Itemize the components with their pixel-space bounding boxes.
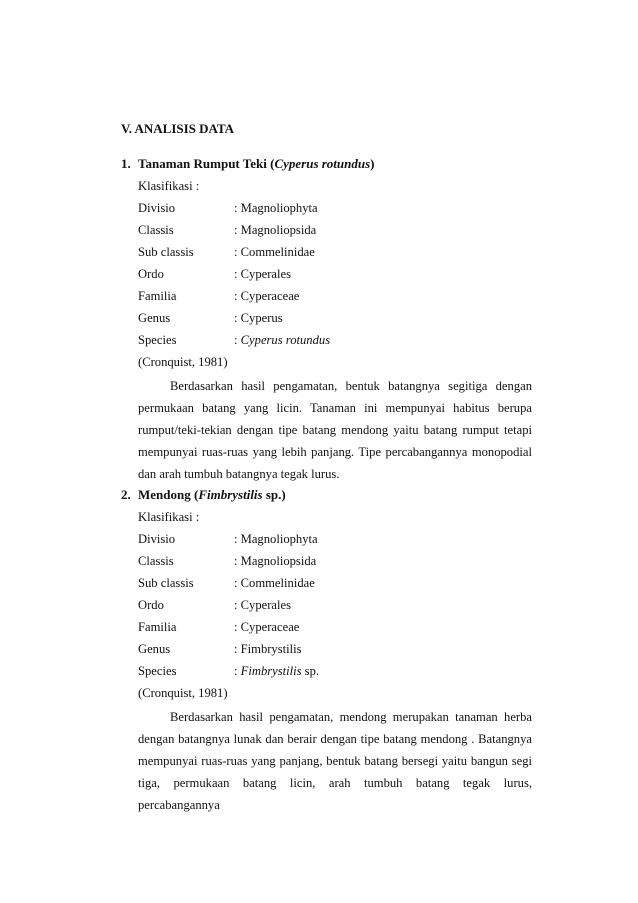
citation: (Cronquist, 1981) xyxy=(138,355,228,369)
klasifikasi-label: Klasifikasi : xyxy=(138,179,200,193)
taxonomy-value: : Cyperales xyxy=(234,598,292,612)
paragraph-line: permukaan batang yang licin. Tanaman ini mempunyai habitus berupa xyxy=(138,401,532,415)
taxonomy-value: : Cyperaceae xyxy=(234,289,300,303)
section-title xyxy=(121,487,286,503)
species-prefix: : xyxy=(234,333,241,347)
taxonomy-rank: Familia xyxy=(138,620,177,634)
taxonomy-rank: Ordo xyxy=(138,598,164,612)
page-heading: V. ANALISIS DATA xyxy=(121,121,235,136)
section-title-end: ) xyxy=(370,156,375,171)
species-suffix: sp. xyxy=(301,664,320,678)
taxonomy-rank: Divisio xyxy=(138,532,176,546)
taxonomy-rank: Classis xyxy=(138,554,174,568)
paragraph-line: dan arah tumbuh batangnya tegak lurus. xyxy=(138,467,340,481)
section-title-species: Cyperus rotundus xyxy=(274,156,371,171)
taxonomy-value: : Cyperus xyxy=(234,311,283,325)
taxonomy-rank: Species xyxy=(138,664,177,678)
section-title-text: Tanaman Rumput Teki ( xyxy=(138,156,275,171)
taxonomy-rank: Genus xyxy=(138,311,171,325)
taxonomy-rank: Sub classis xyxy=(138,576,194,590)
taxonomy-rank: Ordo xyxy=(138,267,164,281)
section-title-species: Fimbrystilis xyxy=(198,487,263,502)
taxonomy-value: : Magnoliopsida xyxy=(234,554,317,568)
taxonomy-value: : Magnoliophyta xyxy=(234,201,318,215)
paragraph-line: rumput/teki-tekian dengan tipe batang mendong yaitu batang rumput tetapi xyxy=(138,423,532,437)
section-title-end: sp.) xyxy=(262,487,286,502)
species-prefix: : xyxy=(234,664,241,678)
taxonomy-rank: Genus xyxy=(138,642,171,656)
section-number: 1. xyxy=(121,156,131,171)
paragraph-line: Berdasarkan hasil pengamatan, bentuk batangnya segitiga dengan xyxy=(170,379,532,393)
taxonomy-rank: Classis xyxy=(138,223,174,237)
taxonomy-value: : Magnoliophyta xyxy=(234,532,318,546)
citation: (Cronquist, 1981) xyxy=(138,686,228,700)
klasifikasi-label: Klasifikasi : xyxy=(138,510,200,524)
section-number: 2. xyxy=(121,487,131,502)
taxonomy-rank: Sub classis xyxy=(138,245,194,259)
taxonomy-value: : Cyperaceae xyxy=(234,620,300,634)
paragraph-line: mempunyai ruas-ruas yang lebih panjang. Tipe percabangannya monopodial xyxy=(138,445,532,459)
taxonomy-value: : Fimbrystilis xyxy=(234,642,302,656)
taxonomy-rank: Divisio xyxy=(138,201,176,215)
taxonomy-value: : Commelinidae xyxy=(234,576,315,590)
species-name: Cyperus rotundus xyxy=(240,333,331,347)
taxonomy-value: : Commelinidae xyxy=(234,245,315,259)
section-title-text: Mendong ( xyxy=(138,487,199,502)
taxonomy-value xyxy=(234,664,319,679)
paragraph-line: dengan batangnya lunak dan berair dengan tipe batang mendong . Batangnya xyxy=(138,732,532,746)
taxonomy-value: : Magnoliopsida xyxy=(234,223,317,237)
paragraph-line: Berdasarkan hasil pengamatan, mendong merupakan tanaman herba xyxy=(170,710,532,724)
section-title xyxy=(121,156,375,172)
paragraph-line: mempunyai ruas-ruas yang panjang, bentuk batang bersegi yaitu bangun segi xyxy=(138,754,532,768)
taxonomy-rank: Familia xyxy=(138,289,177,303)
taxonomy-value xyxy=(234,333,330,348)
taxonomy-value: : Cyperales xyxy=(234,267,292,281)
paragraph-line: tiga, permukaan batang licin, arah tumbuh batang tegak lurus, percabangannya xyxy=(138,776,532,813)
species-name: Fimbrystilis xyxy=(240,664,302,678)
taxonomy-rank: Species xyxy=(138,333,177,347)
